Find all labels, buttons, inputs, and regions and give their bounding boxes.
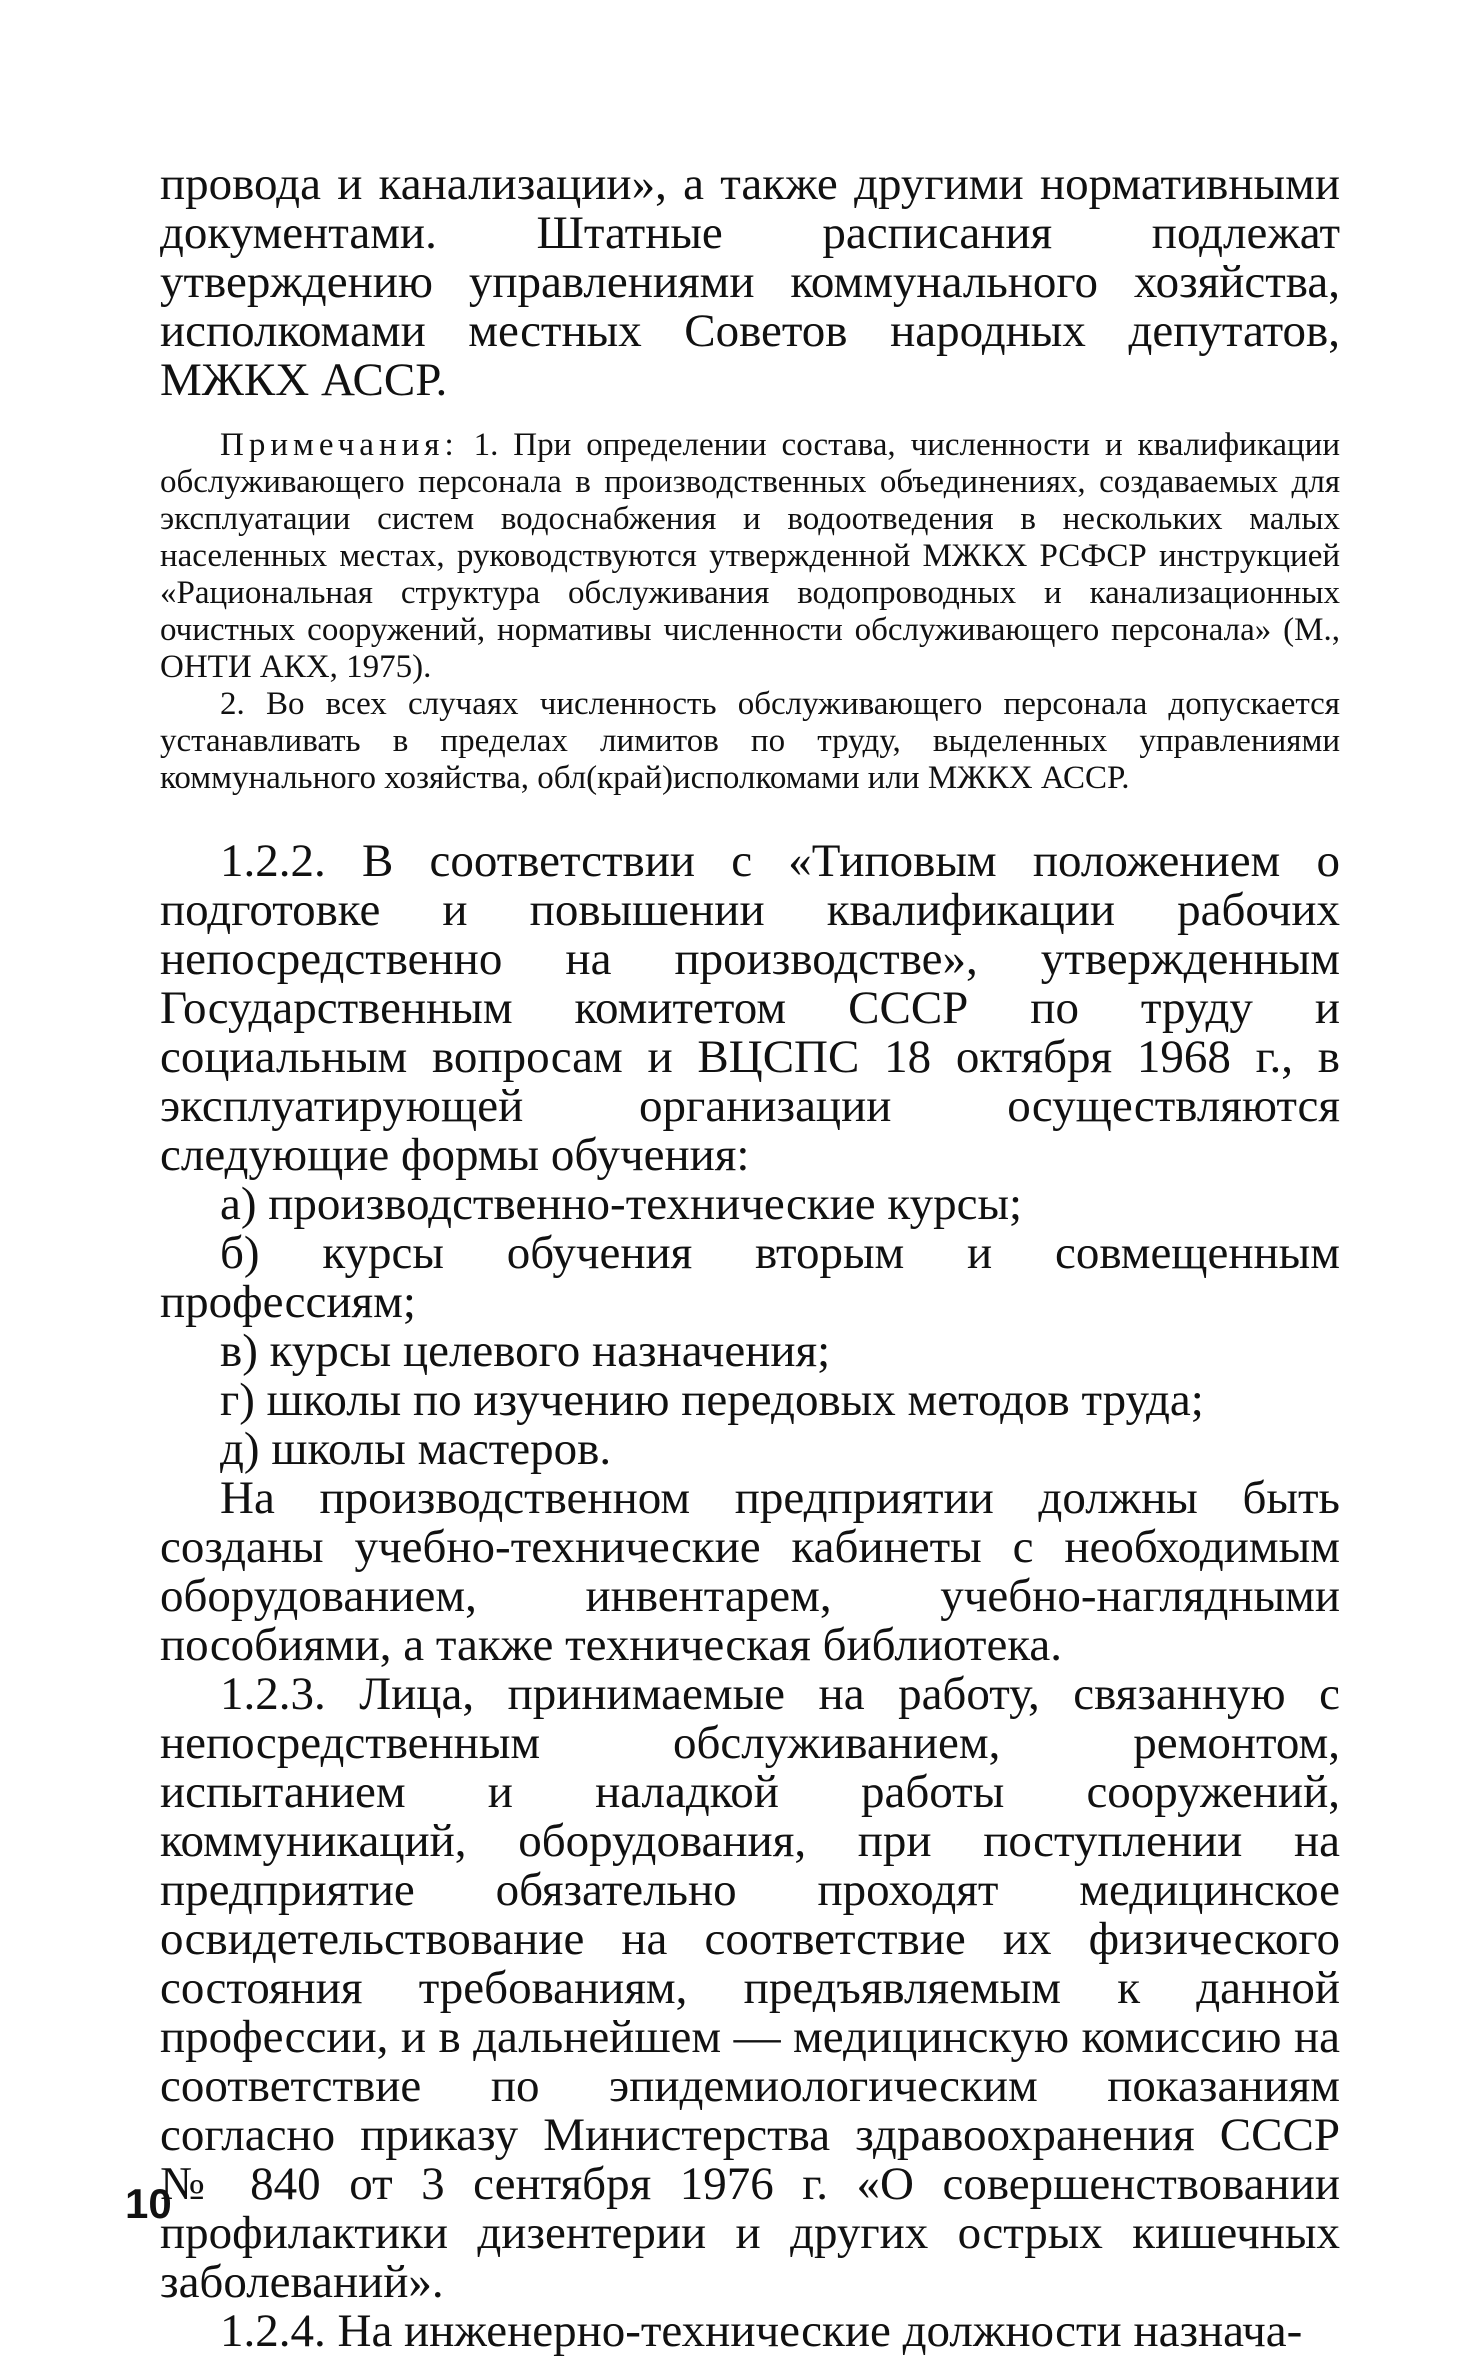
list-item-a: а) производственно-технические курсы;	[220, 1178, 1023, 1230]
section-1-2-4: 1.2.4. На инженерно-технические должности назнача-	[220, 2305, 1303, 2357]
paragraph-intro: провода и канализации», а также другими нормативными документами. Штатные расписания подлежат утверждению управлениями коммунального хозяйства, исполкомами местных Советов народных депутатов, МЖКХ АССР.	[160, 158, 1340, 406]
note-2: 2. Во всех случаях численность обслуживающего персонала допускается устанавливать в пределах лимитов по труду, выделенных управлениями коммунального хозяйства, обл(край)исполкомами или МЖКХ АССР.	[160, 686, 1340, 796]
notes-label: Примечания:	[220, 427, 459, 463]
notes-block	[160, 427, 1340, 797]
note-1	[160, 427, 1340, 686]
section-1-2-2-closing: На производственном предприятии должны быть созданы учебно-технические кабинеты с необходимым оборудованием, инвентарем, учебно-наглядными пособиями, а также техническая библиотека.	[160, 1472, 1340, 1671]
list-item-d: д) школы мастеров.	[220, 1423, 612, 1475]
list-item-g: г) школы по изучению передовых методов труда;	[220, 1374, 1204, 1426]
list-item-b: б) курсы обучения вторым и совмещенным профессиям;	[160, 1227, 1340, 1328]
list-item-v: в) курсы целевого назначения;	[220, 1325, 831, 1377]
note-1-text: 1. При определении состава, численности и квалификации обслуживающего персонала в производственных объединениях, создаваемых для эксплуатации систем водоснабжения и водоотведения в нескольких малых населенных местах, руководствуются утвержденной МЖКХ РСФСР инструкцией «Рациональная структура обслуживания водопроводных и канализационных очистных сооружений, нормативы численности обслуживающего персонала» (М., ОНТИ АКХ, 1975).	[160, 427, 1341, 685]
section-1-2-2-text: 1.2.2. В соответствии с «Типовым положением о подготовке и повышении квалификации рабочих непосредственно на производстве», утвержденным Государственным комитетом СССР по труду и социальным вопросам и ВЦСПС 18 октября 1968 г., в эксплуатирующей организации осуществляются следующие формы обучения:	[160, 835, 1340, 1181]
document-page	[160, 160, 1340, 2356]
page-number: 10	[125, 2180, 172, 2227]
section-1-2-2	[160, 837, 1340, 1670]
section-1-2-3: 1.2.3. Лица, принимаемые на работу, связанную с непосредственным обслуживанием, ремонтом, испытанием и наладкой работы сооружений, коммуникаций, оборудования, при поступлении на предприятие обязательно проходят медицинское освидетельствование на соответствие их физического состояния требованиям, предъявляемым к данной профессии, и в дальнейшем — медицинскую комиссию на соответствие по эпидемиологическим показаниям согласно приказу Министерства здравоохранения СССР № 840 от 3 сентября 1976 г. «О совершенствовании профилактики дизентерии и других острых кишечных заболеваний».	[160, 1668, 1340, 2308]
